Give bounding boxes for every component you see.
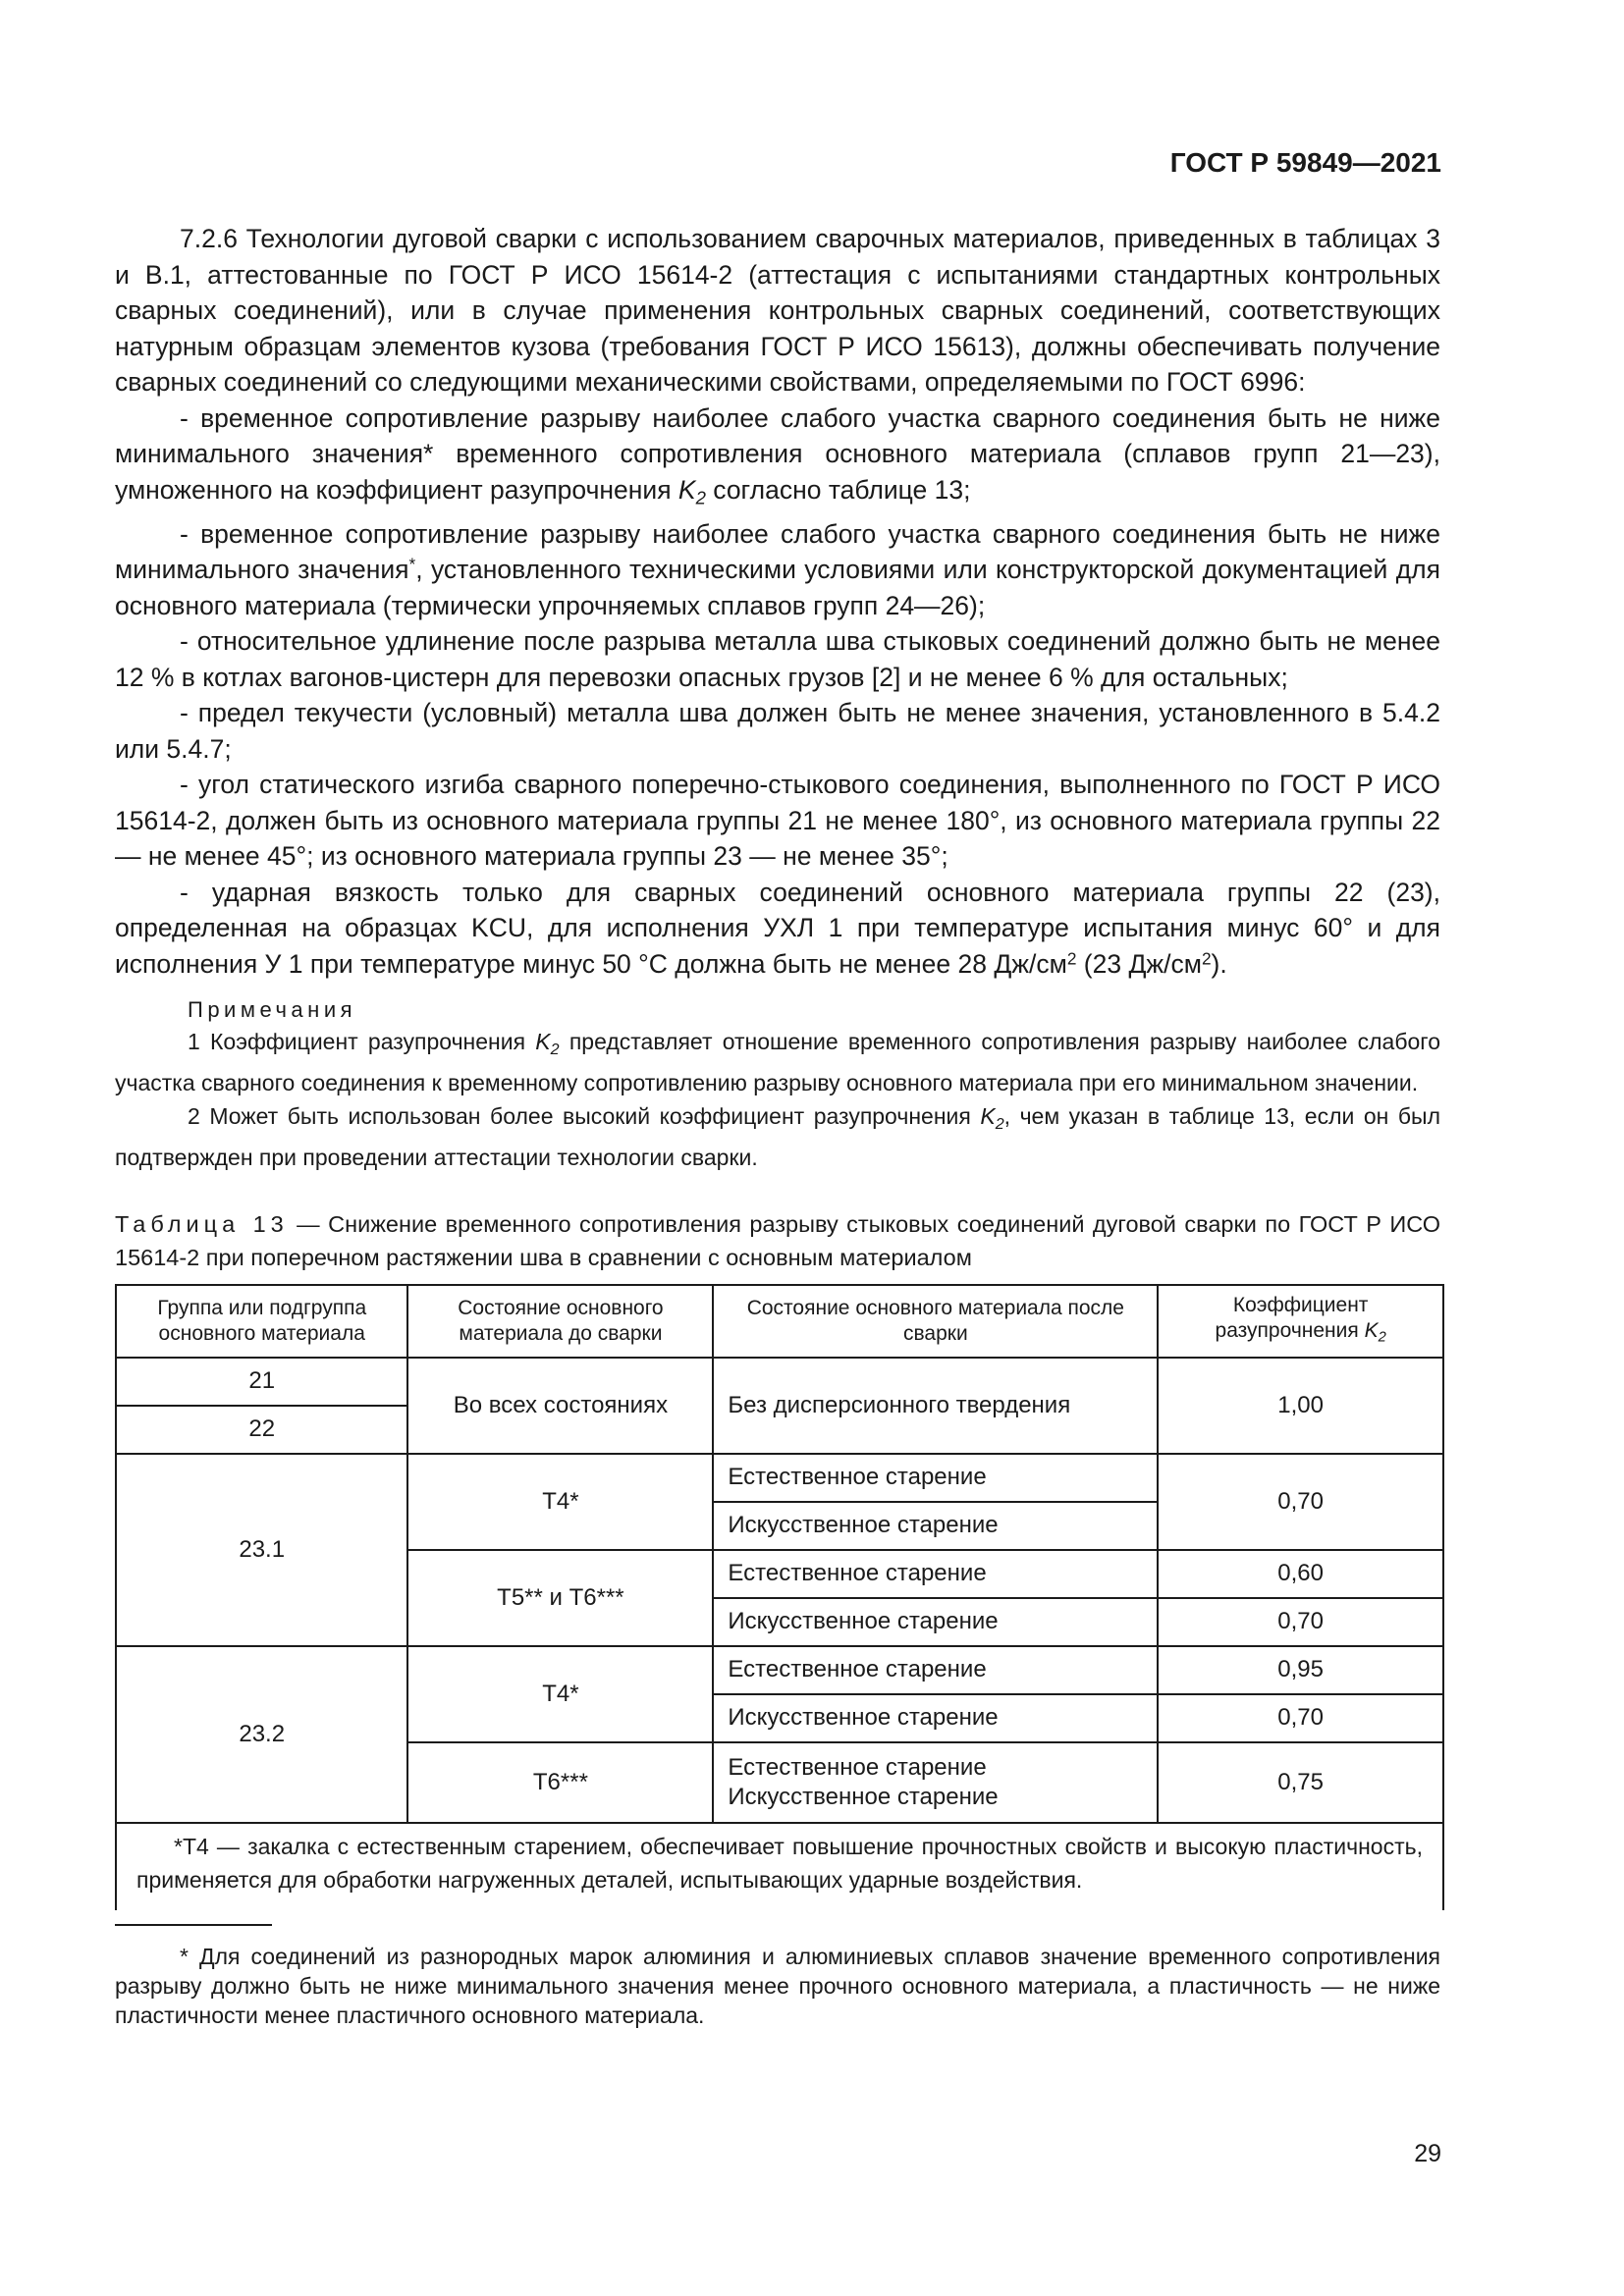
k2-symbol: $K_2$: [980, 1102, 1004, 1133]
bullet-bend-angle: - угол статического изгиба сварного поперечно-стыкового соединения, выполненного по ГОСТ Р ИСО 15614-2, должен быть из основного материала группы 21 не менее 180°, из основного материала группы 22 — не менее 45°; из основного материала группы 23 — не менее 35°;: [115, 770, 1440, 872]
bullet-impact-toughness: - ударная вязкость только для сварных соединений основного материала группы 22 (23), определенная на образцах KCU, для исполнения УХЛ 1 при температуре испытания минус 60° и для исполнения У 1 при температуре минус 50 °С должна быть не менее 28 $Дж/см^2$ (23 $Дж/см^2$).: [115, 877, 1440, 979]
cell-state-after: Естественное старение: [713, 1646, 1158, 1694]
cell-group: 21: [116, 1358, 407, 1406]
cell-state-after: Без дисперсионного твердения: [713, 1358, 1158, 1454]
paragraph-intro: 7.2.6 Технологии дуговой сварки с использованием сварочных материалов, приведенных в таблицах 3 и В.1, аттестованные по ГОСТ Р ИСО 15614-2 (аттестация с испытаниями стандартных контрольных сварных соединений), или в случае применения контрольных сварных соединений, соответствующих натурным образцам элементов кузова (требования ГОСТ Р ИСО 15613), должны обеспечивать получение сварных соединений со следующими механическими свойствами, определяемыми по ГОСТ 6996:: [115, 224, 1440, 397]
bullet-yield-strength: - предел текучести (условный) металла шва должен быть не менее значения, установленного в 5.4.2 или 5.4.7;: [115, 698, 1440, 764]
footnote-divider: [115, 1924, 272, 1926]
table-caption: Таблица 13 — Снижение временного сопротивления разрыву стыковых соединений дуговой сварки по ГОСТ Р ИСО 15614-2 при поперечном растяжении шва в сравнении с основным материалом: [115, 1210, 1440, 1270]
header-softening-coefficient: Коэффициент разупрочнения $K_2$: [1158, 1285, 1443, 1358]
table-row: [116, 1454, 1443, 1502]
cell-coefficient: 0,60: [1158, 1550, 1443, 1598]
note-2: 2 Может быть использован более высокий коэффициент разупрочнения $K_2$, чем указан в таблице 13, если он был подтвержден при проведении аттестации технологии сварки.: [115, 1102, 1441, 1170]
cell-coefficient: 0,70: [1158, 1694, 1443, 1742]
table-footnote-row: [116, 1823, 1443, 1910]
cell-coefficient: 0,75: [1158, 1742, 1443, 1823]
cell-group: 22: [116, 1406, 407, 1454]
cell-state-before: Т4*: [407, 1646, 713, 1742]
softening-coefficient-table: [115, 1284, 1444, 1910]
table-row: [116, 1358, 1443, 1406]
cell-coefficient: 0,70: [1158, 1598, 1443, 1646]
cell-group: 23.2: [116, 1646, 407, 1823]
cell-coefficient: 0,95: [1158, 1646, 1443, 1694]
header-material-group: Группа или подгруппа основного материала: [116, 1285, 407, 1358]
cell-state-before: Т5** и Т6***: [407, 1550, 713, 1646]
cell-group: 23.1: [116, 1454, 407, 1646]
bullet-tensile-strength-heat-treated: - временное сопротивление разрыву наиболее слабого участка сварного соединения быть не ниже минимального значения*, установленного техническими условиями или конструкторской документацией для основного материала (термически упрочняемых сплавов групп 24—26);: [115, 518, 1440, 620]
k2-symbol: $K_2$: [677, 474, 706, 508]
table-header-row: [116, 1285, 1443, 1358]
page-number: 29: [1414, 2140, 1441, 2167]
page-footnote: * Для соединений из разнородных марок алюминия и алюминиевых сплавов значение временного сопротивления разрыву должно быть не ниже минимального значения менее прочного основного материала, а пластичность — не ниже пластичности менее пластичного основного материала.: [115, 1943, 1440, 2028]
k2-symbol: $K_2$: [1364, 1318, 1386, 1345]
cell-state-before: Т6***: [407, 1742, 713, 1823]
bullet-elongation: - относительное удлинение после разрыва металла шва стыковых соединений должно быть не менее 12 % в котлах вагонов-цистерн для перевозки опасных грузов [2] и не менее 6 % для остальных;: [115, 626, 1440, 692]
table-row: [116, 1646, 1443, 1694]
table-footnote: *Т4 — закалка с естественным старением, обеспечивает повышение прочностных свойств и высокую пластичность, применяется для обработки нагруженных деталей, испытывающих ударные воздействия.: [116, 1823, 1443, 1910]
cell-state-after: Искусственное старение: [713, 1598, 1158, 1646]
k2-symbol: $K_2$: [535, 1029, 560, 1058]
cell-coefficient: 1,00: [1158, 1358, 1443, 1454]
header-state-after-welding: Состояние основного материала после сварки: [713, 1285, 1158, 1358]
cell-state-after: Искусственное старение: [713, 1694, 1158, 1742]
notes-heading: Примечания: [188, 997, 357, 1023]
header-state-before-welding: Состояние основного материала до сварки: [407, 1285, 713, 1358]
cell-state-after: Естественное старение: [713, 1454, 1158, 1502]
table-caption-label: Таблица 13: [115, 1210, 289, 1237]
bullet-tensile-strength: - временное сопротивление разрыву наиболее слабого участка сварного соединения быть не ниже минимального значения* временного сопротивления основного материала (сплавов групп 21—23), умноженного на коэффициент разупрочнения $K_2$ согласно таблице 13;: [115, 402, 1440, 508]
document-header: ГОСТ Р 59849—2021: [1169, 147, 1441, 178]
cell-state-after: Естественное старение: [713, 1550, 1158, 1598]
cell-state-before: Во всех состояниях: [407, 1358, 713, 1454]
cell-state-after: Естественное старение Искусственное старение: [713, 1742, 1158, 1823]
cell-state-before: Т4*: [407, 1454, 713, 1550]
page-content: [115, 221, 1440, 2030]
cell-state-after: Искусственное старение: [713, 1502, 1158, 1550]
note-1: 1 Коэффициент разупрочнения $K_2$ представляет отношение временного сопротивления разрыву наиболее слабого участка сварного соединения к временному сопротивлению разрыву основного материала при его минимальном значении.: [115, 1029, 1440, 1095]
footnote-mark: *: [408, 554, 416, 574]
cell-coefficient: 0,70: [1158, 1454, 1443, 1550]
